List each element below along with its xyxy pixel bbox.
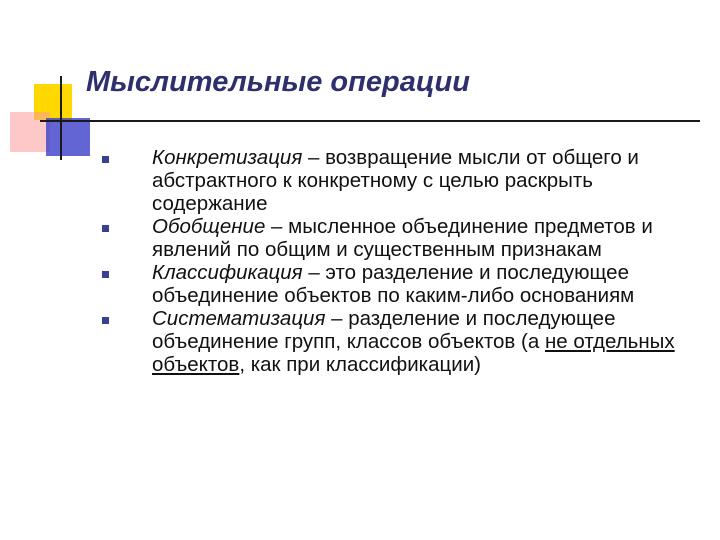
square-bullet-icon xyxy=(102,225,109,232)
decor-blue-square xyxy=(46,118,90,156)
slide-title: Мыслительные операции xyxy=(86,66,470,98)
decor-red-square xyxy=(10,112,50,152)
title-divider-line xyxy=(40,120,700,122)
bullet-list xyxy=(102,146,710,376)
list-item xyxy=(102,261,710,307)
term-label: Систематизация xyxy=(152,307,326,330)
underlined-phrase: не отдельных объектов xyxy=(152,330,675,376)
square-bullet-icon xyxy=(102,156,109,163)
square-bullet-icon xyxy=(102,271,109,278)
list-item xyxy=(102,307,710,376)
term-definition: – мысленное объединение предметов и явлений по общим и существенным признакам xyxy=(152,215,653,261)
list-item xyxy=(102,215,710,261)
list-item xyxy=(102,146,710,215)
term-definition: – возвращение мысли от общего и абстрактного к конкретному с целью раскрыть содержание xyxy=(152,146,639,215)
square-bullet-icon xyxy=(102,317,109,324)
term-label: Конкретизация xyxy=(152,146,303,169)
term-label: Обобщение xyxy=(152,215,266,238)
term-definition: – разделение и последующее объединение групп, классов объектов (а xyxy=(152,307,616,353)
term-definition: – это разделение и последующее объединение объектов по каким-либо основаниям xyxy=(152,261,635,307)
decor-vertical-line xyxy=(60,76,62,160)
term-definition-tail: , как при классификации) xyxy=(239,353,481,376)
term-label: Классификация xyxy=(152,261,303,284)
